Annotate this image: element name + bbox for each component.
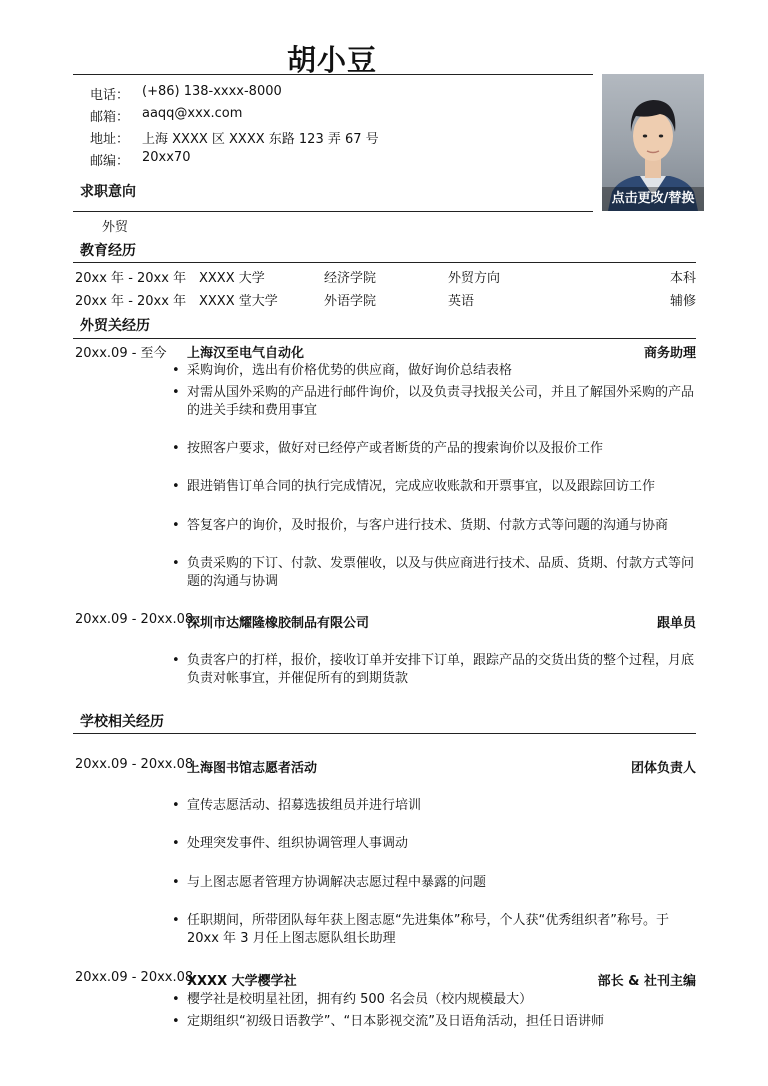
job-period: 20xx.09 - 至今 — [75, 346, 167, 361]
edu-period: 20xx 年 - 20xx 年 — [75, 271, 187, 286]
contact-label: 地址： — [90, 132, 130, 147]
job-period: 20xx.09 - 20xx.08 — [75, 757, 194, 772]
contact-value: 上海 XXXX 区 XXXX 东路 123 弄 67 号 — [142, 132, 379, 147]
contact-zip — [90, 150, 190, 169]
job-header — [75, 757, 696, 775]
edu-school: XXXX 大学 — [199, 271, 265, 286]
education-row — [75, 267, 696, 285]
job-bullet: • 负责采购的下订、付款、发票催收，以及与供应商进行技术、品质、货期、付款方式等问题的沟通与协调 — [187, 555, 697, 591]
objective-divider — [73, 211, 593, 212]
contact-value: 20xx70 — [142, 150, 191, 165]
job-bullet: • 跟进销售订单合同的执行完成情况，完成应收账款和开票事宜，以及跟踪回访工作 — [187, 478, 697, 496]
education-divider — [73, 262, 696, 263]
edu-major: 外贸方向 — [448, 271, 501, 286]
job-period: 20xx.09 - 20xx.08 — [75, 970, 194, 985]
contact-value: aaqq@xxx.com — [142, 106, 243, 121]
job-bullet: • 与上图志愿者管理方协调解决志愿过程中暴露的问题 — [187, 874, 697, 892]
resume-name: 胡小豆 — [286, 43, 377, 77]
contact-label: 电话： — [90, 88, 130, 103]
job-header — [75, 612, 696, 630]
job-period: 20xx.09 - 20xx.08 — [75, 612, 194, 627]
job-bullet: • 对需从国外采购的产品进行邮件询价，以及负责寻找报关公司，并且了解国外采购的产品的进关手续和费用事宜 — [187, 384, 697, 420]
school-divider — [73, 733, 696, 734]
job-bullet: • 任职期间，所带团队每年获上图志愿“先进集体”称号，个人获“优秀组织者”称号。于 20xx 年 3 月任上图志愿队组长助理 — [187, 912, 697, 948]
job-bullet: • 采购询价，选出有价格优势的供应商，做好询价总结表格 — [187, 362, 697, 380]
section-title-trade: 外贸关经历 — [80, 318, 150, 334]
edu-degree: 辅修 — [669, 294, 696, 309]
job-bullet: • 负责客户的打样，报价，接收订单并安排下订单，跟踪产品的交货出货的整个过程，月底负责对帐事宜，并催促所有的到期货款 — [187, 652, 697, 688]
objective-value: 外贸 — [102, 220, 129, 235]
job-role: 团体负责人 — [630, 761, 696, 776]
contact-label: 邮箱： — [90, 110, 130, 125]
job-company: 上海图书馆志愿者活动 — [187, 761, 318, 776]
profile-photo[interactable] — [602, 74, 704, 211]
job-company: XXXX 大学樱学社 — [187, 974, 297, 989]
trade-divider — [73, 338, 696, 339]
job-company: 深圳市达耀隆橡胶制品有限公司 — [187, 616, 370, 631]
job-header — [75, 970, 696, 988]
job-bullet: • 定期组织“初级日语教学”、“日本影视交流”及日语角活动，担任日语讲师 — [187, 1013, 697, 1031]
contact-label: 邮编： — [90, 154, 130, 169]
name-divider — [73, 74, 593, 75]
job-bullet: • 樱学社是校明星社团，拥有约 500 名会员（校内规模最大） — [187, 991, 697, 1009]
section-title-school: 学校相关经历 — [80, 714, 164, 730]
job-company: 上海汉至电气自动化 — [187, 346, 305, 361]
job-role: 部长 & 社刊主编 — [597, 974, 696, 989]
job-header — [75, 342, 696, 360]
edu-period: 20xx 年 - 20xx 年 — [75, 294, 187, 309]
section-title-education: 教育经历 — [80, 243, 136, 259]
edu-major: 英语 — [448, 294, 475, 309]
contact-value: (+86) 138-xxxx-8000 — [142, 84, 282, 99]
contact-phone — [90, 84, 282, 103]
job-bullet: • 按照客户要求，做好对已经停产或者断货的产品的搜索询价以及报价工作 — [187, 440, 697, 458]
photo-caption: 点击更改/替换 — [602, 187, 704, 211]
education-row — [75, 290, 696, 308]
job-bullet: • 处理突发事件、组织协调管理人事调动 — [187, 835, 697, 853]
contact-address — [90, 128, 379, 147]
edu-degree: 本科 — [669, 271, 696, 286]
edu-college: 经济学院 — [324, 271, 377, 286]
contact-email — [90, 106, 242, 125]
job-role: 跟单员 — [656, 616, 696, 631]
edu-school: XXXX 堂大学 — [199, 294, 278, 309]
job-role: 商务助理 — [643, 346, 696, 361]
edu-college: 外语学院 — [324, 294, 377, 309]
job-bullet: • 宣传志愿活动、招募选拔组员并进行培训 — [187, 797, 697, 815]
job-bullet: • 答复客户的询价，及时报价，与客户进行技术、货期、付款方式等问题的沟通与协商 — [187, 517, 697, 535]
section-title-objective: 求职意向 — [80, 184, 136, 200]
